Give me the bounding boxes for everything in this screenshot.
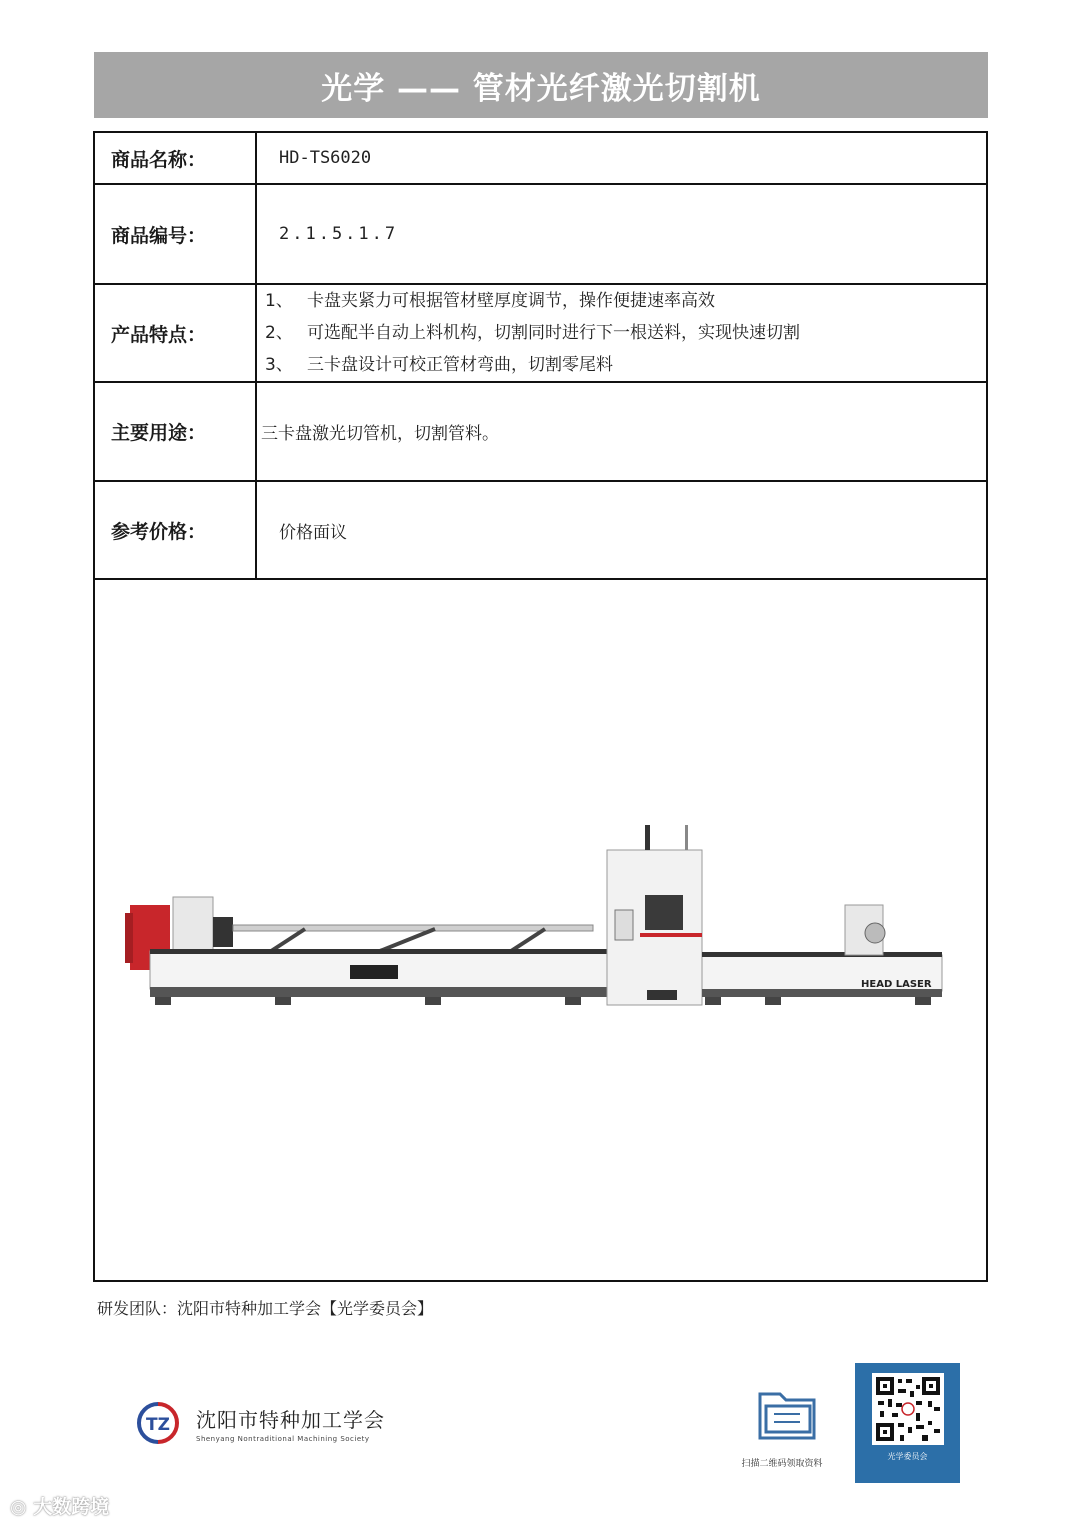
product-image-frame — [93, 580, 988, 1282]
laser-tube-cutter-image — [125, 825, 945, 1025]
qr-card — [855, 1363, 960, 1483]
feature-number: 3、 — [265, 355, 293, 375]
product-code-value: 2.1.5.1.7 — [256, 184, 987, 284]
reference-price-label: 参考价格： — [94, 481, 256, 579]
list-item — [257, 349, 986, 381]
watermark-icon: ◎ — [10, 1496, 34, 1518]
folder-block — [742, 1384, 832, 1469]
page-title: 光学 —— 管材光纤激光切割机 — [321, 70, 761, 107]
feature-text: 可选配半自动上料机构，切割同时进行下一根送料，实现快速切割 — [307, 323, 800, 343]
product-features-value — [256, 284, 987, 382]
page-title-bar — [94, 52, 988, 118]
society-logo — [124, 1400, 385, 1446]
reference-price-value: 价格面议 — [256, 481, 987, 579]
main-usage-label: 主要用途： — [94, 382, 256, 481]
table-row — [94, 382, 987, 481]
scan-qr-caption: 扫描二维码领取资料 — [741, 1459, 823, 1469]
product-code-label: 商品编号： — [94, 184, 256, 284]
society-name-en: Shenyang Nontraditional Machining Society — [196, 1434, 370, 1443]
table-row — [94, 184, 987, 284]
table-row — [94, 284, 987, 382]
feature-text: 三卡盘设计可校正管材弯曲，切割零尾料 — [307, 355, 613, 375]
society-logo-icon — [124, 1400, 192, 1446]
feature-number: 2、 — [265, 323, 293, 343]
folder-icon — [752, 1384, 822, 1444]
features-list — [257, 285, 986, 381]
qr-code-icon — [872, 1373, 944, 1445]
logo-mark-text: TZ — [146, 1415, 170, 1435]
watermark — [10, 1492, 109, 1519]
table-row — [94, 481, 987, 579]
main-usage-value: 三卡盘激光切管机，切割管料。 — [256, 382, 987, 481]
list-item — [257, 317, 986, 349]
research-team-text: 研发团队：沈阳市特种加工学会【光学委员会】 — [97, 1299, 434, 1318]
product-name-label: 商品名称： — [94, 132, 256, 184]
qr-caption: 光学委员会 — [887, 1452, 928, 1461]
spec-table — [93, 131, 988, 580]
watermark-text: 大数跨境 — [33, 1496, 110, 1518]
machine-brand-label: HEAD LASER — [861, 979, 932, 990]
feature-number: 1、 — [265, 291, 293, 311]
list-item — [257, 285, 986, 317]
society-name-cn: 沈阳市特种加工学会 — [196, 1407, 385, 1432]
table-row — [94, 132, 987, 184]
product-name-value: HD-TS6020 — [256, 132, 987, 184]
product-features-label: 产品特点： — [94, 284, 256, 382]
feature-text: 卡盘夹紧力可根据管材壁厚度调节，操作便捷速率高效 — [307, 291, 715, 311]
